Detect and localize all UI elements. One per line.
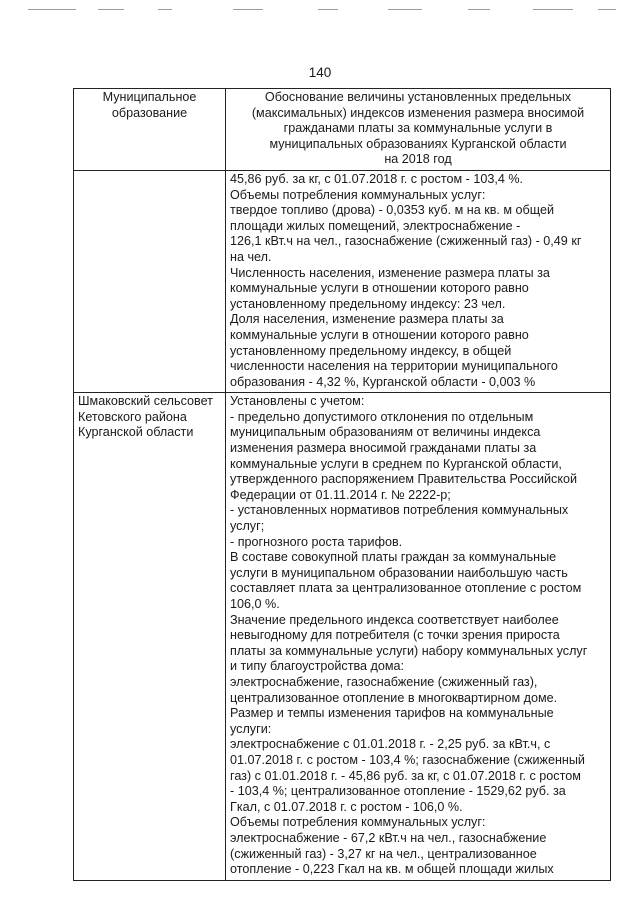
justification-line: изменения размера вносимой гражданами платы за	[230, 441, 537, 456]
justification-line: Объемы потребления коммунальных услуг:	[230, 187, 486, 202]
justification-line: 126,1 кВт.ч на чел., газоснабжение (сжиженный газ) - 0,49 кг	[230, 234, 582, 249]
justification-line: - 103,4 %; централизованное отопление - 1529,62 руб. за	[230, 784, 566, 799]
table-row	[74, 393, 611, 880]
justification-line: образования - 4,32 %, Курганской области - 0,003 %	[230, 374, 536, 389]
justification-line: (сжиженный газ) - 3,27 кг на чел., централизованное	[230, 846, 537, 861]
municipality-line: Кетовского района	[78, 409, 187, 424]
header-justification-line: гражданами платы за коммунальные услуги в	[283, 121, 553, 136]
header-municipality-line: Муниципальное	[102, 90, 197, 104]
header-justification-line: (максимальных) индексов изменения размера вносимой	[251, 105, 585, 120]
header-justification-line: Обоснование величины установленных предельных	[264, 90, 572, 104]
justification-line: платы за коммунальные услуги) набору коммунальных услуг	[230, 643, 588, 658]
justification-line: услуг;	[230, 519, 265, 534]
municipality-line: Курганской области	[78, 425, 194, 440]
justification-line: - установленных нормативов потребления коммунальных	[230, 503, 569, 518]
justification-line: электроснабжение - 67,2 кВт.ч на чел., газоснабжение	[230, 830, 547, 845]
justification-line: Установлены с учетом:	[230, 394, 365, 409]
justification-line: установленному предельному индексу, в общей	[230, 343, 512, 358]
justification-line: 45,86 руб. за кг, с 01.07.2018 г. с ростом - 103,4 %.	[230, 171, 524, 186]
justification-line: твердое топливо (дрова) - 0,0353 куб. м на кв. м общей	[230, 203, 555, 218]
municipality-cell	[74, 170, 226, 392]
justification-line: коммунальные услуги в отношении которого равно	[230, 281, 529, 296]
justification-line: Значение предельного индекса соответствует наиболее	[230, 612, 559, 627]
justification-line: невыгодному для потребителя (с точки зрения прироста	[230, 628, 560, 643]
justification-line: В составе совокупной платы граждан за коммунальные	[230, 550, 557, 565]
table-row	[74, 170, 611, 392]
justification-line: электроснабжение с 01.01.2018 г. - 2,25 руб. за кВт.ч, с	[230, 737, 551, 752]
municipality-line: Шмаковский сельсовет	[78, 394, 213, 409]
justification-line: площади жилых помещений, электроснабжение -	[230, 218, 521, 233]
header-municipality-cell	[74, 89, 226, 171]
justification-line: численности населения на территории муниципального	[230, 359, 558, 374]
header-justification-line: муниципальных образованиях Курганской области	[269, 136, 567, 151]
justification-cell	[226, 393, 611, 880]
justification-line: услуги:	[230, 721, 272, 736]
header-justification-line: на 2018 год	[384, 152, 452, 167]
justification-line: коммунальные услуги в отношении которого равно	[230, 327, 529, 342]
justification-line: 01.07.2018 г. с ростом - 103,4 %; газоснабжение (сжиженный	[230, 752, 585, 767]
justification-line: Объемы потребления коммунальных услуг:	[230, 815, 486, 830]
justification-line: и типу благоустройства дома:	[230, 659, 405, 674]
justification-line: газ) с 01.01.2018 г. - 45,86 руб. за кг, с 01.07.2018 г. с ростом	[230, 768, 581, 783]
header-justification-cell	[226, 89, 611, 171]
justification-line: электроснабжение, газоснабжение (сжиженный газ),	[230, 674, 538, 689]
table-header-row	[74, 89, 611, 171]
justification-cell	[226, 170, 611, 392]
justification-line: установленному предельному индексу: 23 чел.	[230, 296, 506, 311]
page-number: 140	[308, 65, 332, 80]
justification-line: утвержденного распоряжением Правительства Российской	[230, 472, 578, 487]
justification-line: 106,0 %.	[230, 597, 280, 611]
justification-line: Численность населения, изменение размера платы за	[230, 265, 550, 280]
justification-line: услуги в муниципальном образовании наибольшую часть	[230, 565, 568, 580]
scan-artifact-marks	[28, 9, 618, 13]
justification-line: Размер и темпы изменения тарифов на коммунальные	[230, 706, 554, 721]
justification-line: муниципальным образованиям от величины индекса	[230, 425, 541, 440]
justification-line: Гкал, с 01.07.2018 г. с ростом - 106,0 %.	[230, 799, 463, 814]
header-municipality-line: образование	[111, 105, 188, 120]
justification-line: отопление - 0,223 Гкал на кв. м общей площади жилых	[230, 862, 554, 877]
justification-line: Доля населения, изменение размера платы за	[230, 312, 504, 327]
justification-line: Федерации от 01.11.2014 г. № 2222-р;	[230, 487, 451, 502]
municipality-cell	[74, 393, 226, 880]
justification-line: - прогнозного роста тарифов.	[230, 534, 403, 549]
justification-line: составляет плата за централизованное отопление с ростом	[230, 581, 582, 596]
justification-line: - предельно допустимого отклонения по отдельным	[230, 409, 534, 424]
justification-line: централизованное отопление в многоквартирном доме.	[230, 690, 558, 705]
justification-line: на чел.	[230, 249, 272, 264]
justification-line: коммунальные услуги в среднем по Курганской области,	[230, 456, 562, 471]
tariff-index-table	[73, 88, 611, 881]
